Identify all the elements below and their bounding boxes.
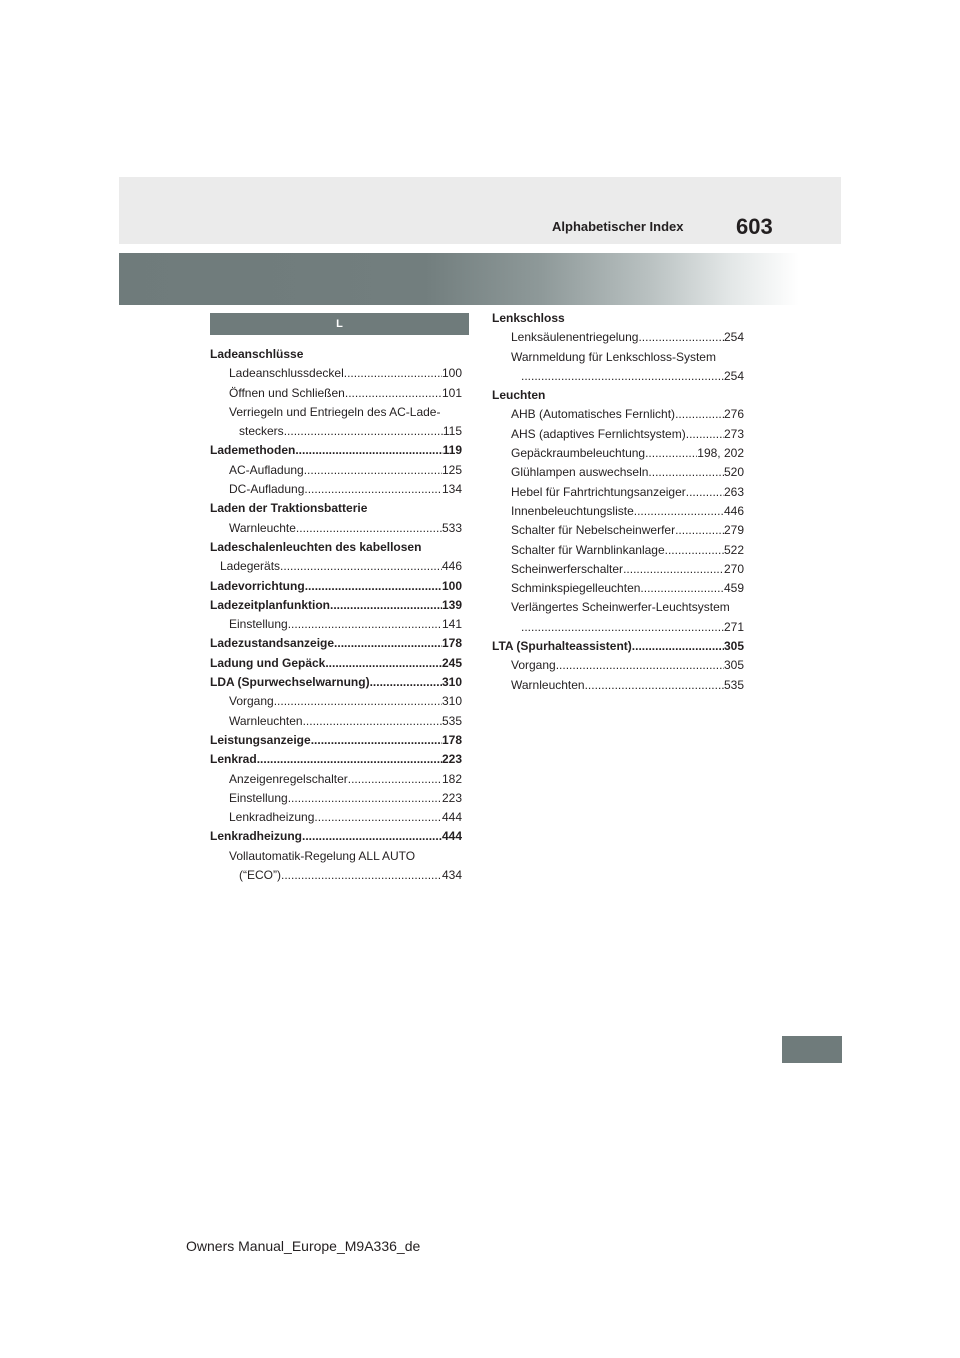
- index-column-left: [210, 345, 462, 885]
- page-reference[interactable]: 141: [441, 617, 462, 632]
- entry-text: Ladeanschlussdeckel: [229, 366, 344, 381]
- chapter-tab[interactable]: [782, 1036, 842, 1063]
- header-band: [119, 253, 799, 305]
- dot-leader: [288, 615, 442, 634]
- page-reference[interactable]: 310: [441, 675, 462, 690]
- entry-text: Verriegeln und Entriegeln des AC-Lade-: [229, 404, 441, 419]
- page-reference[interactable]: 223: [441, 752, 462, 767]
- page-reference[interactable]: 100: [441, 578, 462, 593]
- dot-leader: [645, 444, 697, 463]
- index-subentry[interactable]: [210, 692, 462, 711]
- index-entry: [210, 345, 462, 364]
- index-subentry[interactable]: [210, 384, 462, 403]
- dot-leader: [675, 405, 724, 424]
- index-entry: [492, 386, 744, 405]
- page-reference[interactable]: 535: [441, 713, 462, 728]
- page-reference[interactable]: 520: [723, 465, 744, 480]
- entry-text: Scheinwerferschalter: [511, 561, 624, 576]
- entry-text: Vollautomatik-Regelung ALL AUTO: [229, 848, 416, 863]
- index-subentry[interactable]: [492, 656, 744, 675]
- dot-leader: [330, 596, 442, 615]
- entry-text: Warnleuchten: [511, 677, 585, 692]
- dot-leader: [311, 731, 442, 750]
- index-entry[interactable]: [210, 441, 462, 460]
- page-reference[interactable]: 535: [723, 677, 744, 692]
- entry-text: Verlängertes Scheinwerfer-Leuchtsystem: [511, 600, 730, 615]
- dot-leader: [632, 637, 724, 656]
- dot-leader: [686, 483, 724, 502]
- page-reference[interactable]: 178: [441, 732, 462, 747]
- entry-text: Öffnen und Schließen: [229, 385, 345, 400]
- entry-text: Schalter für Warnblinkanlage: [511, 542, 665, 557]
- dot-leader: [302, 827, 442, 846]
- entry-text: Ladezustandsanzeige: [210, 636, 335, 651]
- entry-text: (“ECO”): [239, 868, 281, 883]
- page-reference[interactable]: 101: [441, 385, 462, 400]
- page-reference[interactable]: 134: [441, 482, 462, 497]
- index-subentry[interactable]: [210, 422, 462, 441]
- entry-text: Lenksäulenentriegelung: [511, 330, 639, 345]
- index-subentry: [210, 403, 462, 422]
- dot-leader: [521, 618, 724, 637]
- entry-text: Vorgang: [511, 658, 556, 673]
- index-subentry[interactable]: [210, 808, 462, 827]
- index-subentry: [492, 348, 744, 367]
- index-entry[interactable]: [210, 731, 462, 750]
- index-subentry[interactable]: [210, 789, 462, 808]
- dot-leader: [304, 461, 442, 480]
- index-subentry[interactable]: [492, 483, 744, 502]
- page-reference[interactable]: 444: [441, 810, 462, 825]
- index-subentry[interactable]: [492, 444, 744, 463]
- page-reference[interactable]: 198, 202: [697, 446, 744, 461]
- dot-leader: [280, 557, 442, 576]
- entry-text: Lenkradheizung: [229, 810, 315, 825]
- page-reference[interactable]: 310: [441, 694, 462, 709]
- dot-leader: [334, 634, 442, 653]
- entry-text: Ladung und Gepäck: [210, 655, 326, 670]
- dot-leader: [686, 425, 724, 444]
- entry-text: AC-Aufladung: [229, 462, 304, 477]
- entry-text: Vorgang: [229, 694, 274, 709]
- page-reference[interactable]: 182: [441, 771, 462, 786]
- dot-leader: [348, 770, 442, 789]
- page-header: [119, 177, 841, 244]
- dot-leader: [257, 750, 442, 769]
- page-reference[interactable]: 459: [723, 581, 744, 596]
- index-entry[interactable]: [210, 577, 462, 596]
- page-reference[interactable]: 119: [442, 443, 462, 458]
- dot-leader: [288, 789, 442, 808]
- entry-text: Warnleuchte: [229, 520, 296, 535]
- dot-leader: [521, 367, 724, 386]
- index-subentry[interactable]: [210, 615, 462, 634]
- dot-leader: [295, 441, 442, 460]
- page-reference[interactable]: 444: [441, 829, 462, 844]
- index-entry[interactable]: [492, 637, 744, 656]
- entry-text: Schminkspiegelleuchten: [511, 581, 641, 596]
- page-number: 603: [736, 214, 773, 239]
- index-subentry[interactable]: [492, 405, 744, 424]
- dot-leader: [638, 328, 724, 347]
- index-entry[interactable]: [210, 596, 462, 615]
- page-reference[interactable]: 263: [723, 484, 744, 499]
- entry-text: Anzeigenregelschalter: [229, 771, 348, 786]
- page-reference[interactable]: 276: [723, 407, 744, 422]
- entry-text: Lenkradheizung: [210, 829, 303, 844]
- dot-leader: [284, 422, 443, 441]
- index-subentry[interactable]: [210, 770, 462, 789]
- entry-text: Ladegeräts: [220, 559, 281, 574]
- entry-text: LTA (Spurhalteassistent): [492, 639, 632, 654]
- index-column-right: [492, 309, 744, 695]
- index-entry: [492, 309, 744, 328]
- index-subentry[interactable]: [492, 502, 744, 521]
- entry-text: Hebel für Fahrtrichtungsanzeiger: [511, 484, 686, 499]
- page-reference[interactable]: 223: [441, 790, 462, 805]
- index-subentry[interactable]: [492, 541, 744, 560]
- entry-text: Ladezeitplanfunktion: [210, 597, 330, 612]
- index-entry[interactable]: [210, 750, 462, 769]
- index-subentry[interactable]: [492, 560, 744, 579]
- entry-text: Lenkrad: [210, 752, 257, 767]
- index-subentry[interactable]: [210, 519, 462, 538]
- index-subentry[interactable]: [210, 461, 462, 480]
- entry-text: AHB (Automatisches Fernlicht): [511, 407, 676, 422]
- dot-leader: [648, 463, 724, 482]
- dot-leader: [370, 673, 442, 692]
- page-reference[interactable]: 305: [723, 639, 744, 654]
- entry-text: Leistungsanzeige: [210, 732, 311, 747]
- dot-leader: [675, 521, 724, 540]
- entry-text: Leuchten: [492, 388, 546, 403]
- page-reference[interactable]: 100: [441, 366, 462, 381]
- index-entry: [210, 538, 462, 557]
- page-reference[interactable]: 446: [441, 559, 462, 574]
- index-entry[interactable]: [210, 827, 462, 846]
- index-entry[interactable]: [210, 557, 462, 576]
- page-reference[interactable]: 270: [723, 561, 744, 576]
- dot-leader: [325, 654, 442, 673]
- dot-leader: [274, 692, 442, 711]
- index-subentry: [210, 847, 462, 866]
- entry-text: AHS (adaptives Fernlichtsystem): [511, 426, 686, 441]
- dot-leader: [665, 541, 724, 560]
- entry-text: Gepäckraumbeleuchtung: [511, 446, 646, 461]
- entry-text: Glühlampen auswechseln: [511, 465, 649, 480]
- page-reference[interactable]: 139: [441, 597, 462, 612]
- entry-text: steckers: [239, 424, 284, 439]
- page-reference[interactable]: 522: [723, 542, 744, 557]
- index-entry[interactable]: [210, 634, 462, 653]
- index-subentry[interactable]: [492, 618, 744, 637]
- page-reference[interactable]: 533: [441, 520, 462, 535]
- entry-text: Ladevorrichtung: [210, 578, 305, 593]
- page-reference[interactable]: 273: [723, 426, 744, 441]
- page-reference[interactable]: 446: [723, 503, 744, 518]
- index-subentry: [492, 598, 744, 617]
- index-entry: [210, 499, 462, 518]
- index-subentry[interactable]: [492, 425, 744, 444]
- index-subentry[interactable]: [492, 367, 744, 386]
- dot-leader: [345, 384, 442, 403]
- entry-text: Ladeschalenleuchten des kabellosen: [210, 539, 422, 554]
- page-reference[interactable]: 434: [441, 868, 462, 883]
- page-reference[interactable]: 254: [723, 368, 744, 383]
- dot-leader: [281, 866, 442, 885]
- entry-text: Einstellung: [229, 617, 288, 632]
- dot-leader: [623, 560, 724, 579]
- entry-text: Ladeanschlüsse: [210, 347, 304, 361]
- page-reference[interactable]: 115: [442, 424, 462, 439]
- index-subentry[interactable]: [492, 463, 744, 482]
- entry-text: Lademethoden: [210, 443, 296, 458]
- index-subentry[interactable]: [492, 579, 744, 598]
- section-title: Alphabetischer Index: [552, 219, 684, 234]
- dot-leader: [344, 364, 442, 383]
- index-subentry[interactable]: [210, 364, 462, 383]
- entry-text: Schalter für Nebelscheinwerfer: [511, 523, 676, 538]
- dot-leader: [634, 502, 724, 521]
- index-subentry[interactable]: [492, 676, 744, 695]
- page-reference[interactable]: 245: [441, 655, 462, 670]
- index-subentry[interactable]: [210, 480, 462, 499]
- page-reference[interactable]: 178: [441, 636, 462, 651]
- dot-leader: [304, 480, 442, 499]
- dot-leader: [314, 808, 442, 827]
- index-entry[interactable]: [210, 654, 462, 673]
- dot-leader: [556, 656, 724, 675]
- page-reference[interactable]: 279: [723, 523, 744, 538]
- entry-text: Warnmeldung für Lenkschloss-System: [511, 349, 716, 364]
- entry-text: Warnleuchten: [229, 713, 303, 728]
- page-reference[interactable]: 271: [723, 619, 744, 634]
- page-reference[interactable]: 305: [723, 658, 744, 673]
- entry-text: Einstellung: [229, 790, 288, 805]
- index-entry[interactable]: [210, 673, 462, 692]
- index-letter-heading: L: [210, 313, 469, 335]
- index-subentry[interactable]: [210, 866, 462, 885]
- page-reference[interactable]: 125: [441, 462, 462, 477]
- index-subentry[interactable]: [492, 328, 744, 347]
- entry-text: DC-Aufladung: [229, 482, 305, 497]
- index-subentry[interactable]: [492, 521, 744, 540]
- index-subentry[interactable]: [210, 712, 462, 731]
- dot-leader: [296, 519, 442, 538]
- entry-text: LDA (Spurwechselwarnung): [210, 675, 370, 690]
- dot-leader: [585, 676, 724, 695]
- entry-text: Lenkschloss: [492, 311, 565, 325]
- footer-text: Owners Manual_Europe_M9A336_de: [186, 1238, 421, 1254]
- entry-text: Innenbeleuchtungsliste: [511, 503, 634, 518]
- dot-leader: [640, 579, 724, 598]
- page-reference[interactable]: 254: [723, 330, 744, 345]
- entry-text: Laden der Traktionsbatterie: [210, 501, 368, 516]
- dot-leader: [303, 712, 442, 731]
- dot-leader: [305, 577, 442, 596]
